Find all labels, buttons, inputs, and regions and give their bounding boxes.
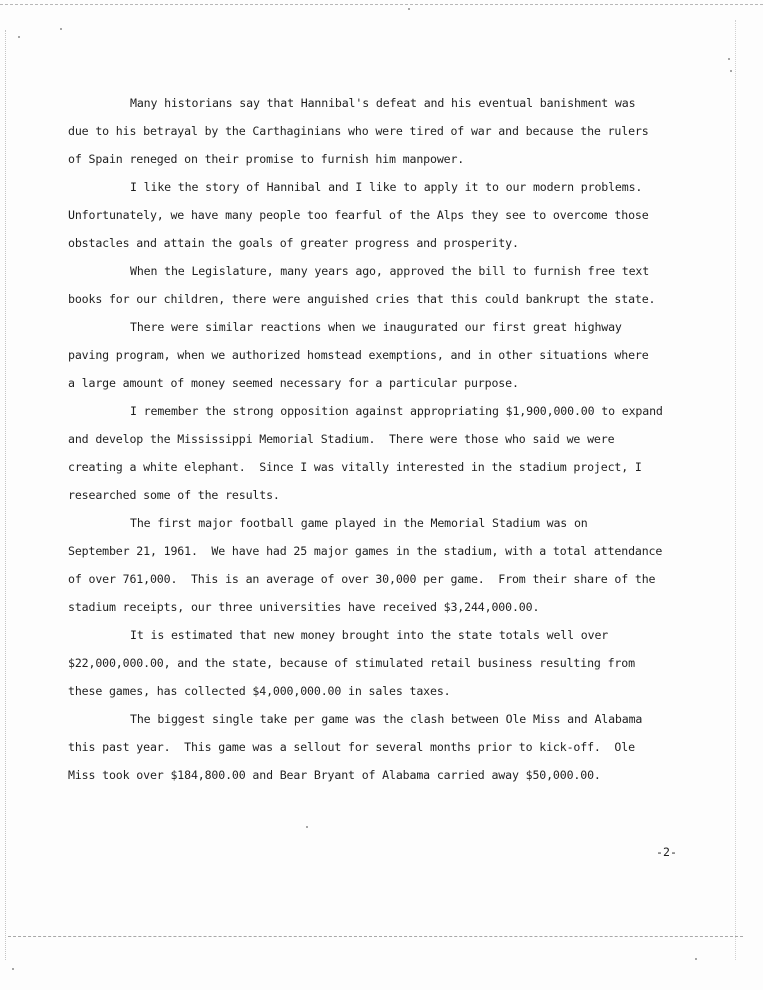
paragraph-7-line-3: these games, has collected $4,000,000.00 in sales taxes.	[68, 684, 451, 698]
paragraph-6-line-3: of over 761,000. This is an average of over 30,000 per game. From their share of the	[68, 572, 656, 586]
scan-speck	[730, 70, 732, 72]
scan-speck	[12, 968, 14, 970]
paragraph-8-line-2: this past year. This game was a sellout for several months prior to kick-off. Ole	[68, 740, 635, 754]
scan-speck	[728, 58, 730, 60]
paragraph-8-line-3: Miss took over $184,800.00 and Bear Bryant of Alabama carried away $50,000.00.	[68, 768, 601, 782]
paragraph-1-line-1: Many historians say that Hannibal's defeat and his eventual banishment was	[130, 96, 636, 110]
paragraph-5-line-3: creating a white elephant. Since I was vitally interested in the stadium project, I	[68, 460, 642, 474]
paragraph-6-line-2: September 21, 1961. We have had 25 major games in the stadium, with a total attendance	[68, 544, 663, 558]
scan-speck	[306, 826, 308, 828]
paragraph-4-line-1: There were similar reactions when we inaugurated our first great highway	[130, 320, 622, 334]
scan-speck	[695, 958, 697, 960]
paragraph-2-line-2: Unfortunately, we have many people too fearful of the Alps they see to overcome those	[68, 208, 649, 222]
paragraph-3-line-1: When the Legislature, many years ago, approved the bill to furnish free text	[130, 264, 650, 278]
paragraph-6-line-1: The first major football game played in the Memorial Stadium was on	[130, 516, 588, 530]
paragraph-8-line-1: The biggest single take per game was the clash between Ole Miss and Alabama	[130, 712, 643, 726]
paragraph-6-line-4: stadium receipts, our three universities have received $3,244,000.00.	[68, 600, 540, 614]
scan-speck	[60, 28, 62, 30]
paragraph-4-line-3: a large amount of money seemed necessary for a particular purpose.	[68, 376, 519, 390]
paragraph-7-line-2: $22,000,000.00, and the state, because of stimulated retail business resulting from	[68, 656, 635, 670]
scan-speck	[408, 8, 410, 10]
page-edge-top	[0, 4, 763, 5]
page-edge-bottom	[8, 936, 743, 937]
paragraph-4-line-2: paving program, when we authorized homstead exemptions, and in other situations where	[68, 348, 649, 362]
paragraph-5-line-1: I remember the strong opposition against appropriating $1,900,000.00 to expand	[130, 404, 663, 418]
paragraph-7-line-1: It is estimated that new money brought into the state totals well over	[130, 628, 609, 642]
page-edge-left	[5, 30, 6, 960]
letter-body	[68, 89, 698, 789]
page-edge-right	[735, 20, 736, 960]
page-number: -2-	[656, 845, 677, 859]
paragraph-2-line-3: obstacles and attain the goals of greater progress and prosperity.	[68, 236, 519, 250]
paragraph-1-line-2: due to his betrayal by the Carthaginians who were tired of war and because the rulers	[68, 124, 649, 138]
paragraph-5-line-2: and develop the Mississippi Memorial Stadium. There were those who said we were	[68, 432, 615, 446]
paragraph-1-line-3: of Spain reneged on their promise to furnish him manpower.	[68, 152, 465, 166]
paragraph-2-line-1: I like the story of Hannibal and I like to apply it to our modern problems.	[130, 180, 643, 194]
paragraph-5-line-4: researched some of the results.	[68, 488, 280, 502]
scan-speck	[18, 36, 20, 38]
paragraph-3-line-2: books for our children, there were anguished cries that this could bankrupt the state.	[68, 292, 656, 306]
